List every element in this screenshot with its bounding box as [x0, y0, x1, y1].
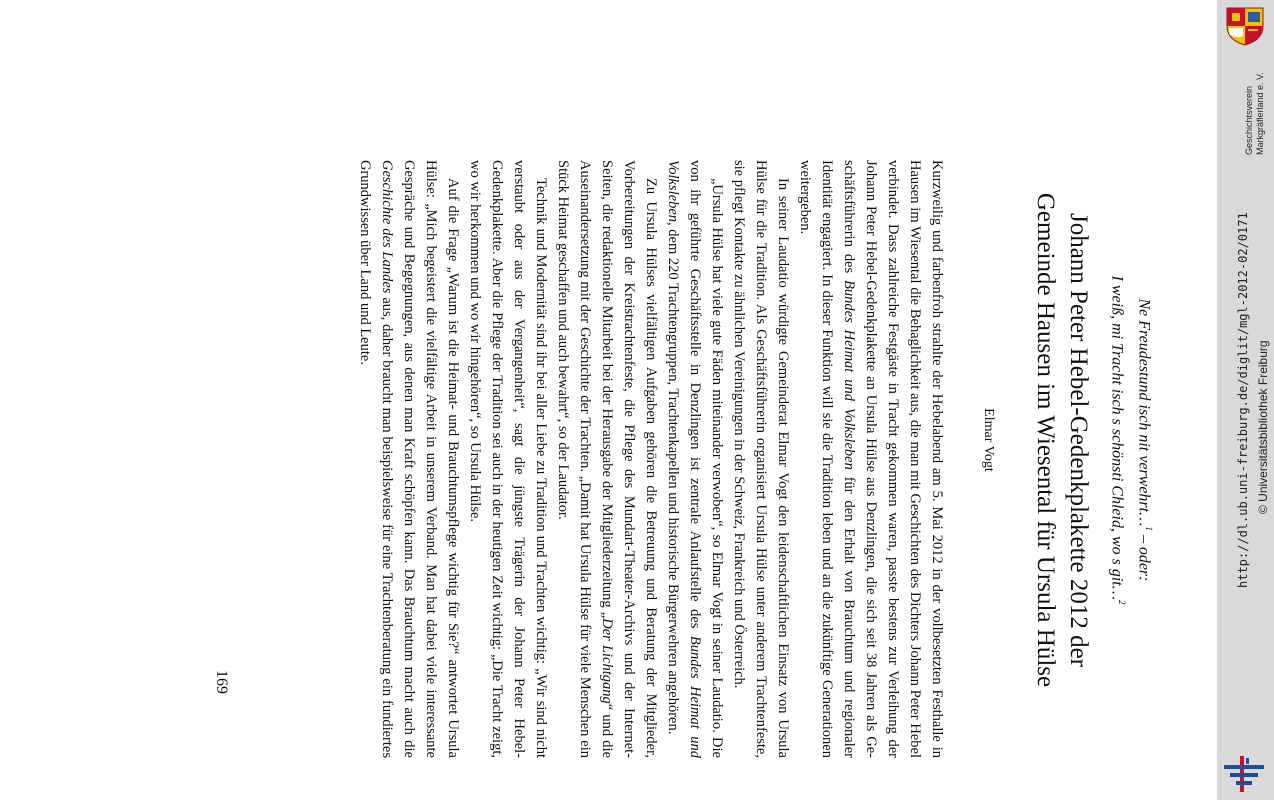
society-name: Geschichtsverein Markgräflerland e. V.	[1244, 72, 1265, 155]
footnote-ref-2: 2	[1116, 599, 1127, 605]
title-line-2: Gemeinde Hausen im Wiesental für Ursula Hülse	[1032, 192, 1059, 688]
paragraph-4: Zu Ursula Hülses vielfältigen Aufgaben gehören die Betreuung und Beratung der Mitglieder, Vorbereitungen der Kreistrachtenfeste, die Pflege des Mundart-Theater-Archivs und der Internet-Seiten, die redaktionelle Mitarbeit bei der Herausgabe der Mitgliederzeitung „Der Lichtgang“ und die Auseinandersetzung mit der Geschichte der Trachten. „Damit hat Ursula Hülse für viele Menschen ein Stück Heimat geschaffen und auch bewahrt“, so der Laudator.	[555, 160, 659, 758]
paragraph-2: In seiner Laudatio würdigte Gemeinderat Elmar Vogt den leidenschaftlichen Einsatz von Ursula Hülse für die Tradition. Als Geschäftsführerin organisiert Ursula Hülse unter anderem Trachtenfeste, sie pflegt Kontakte zu ähnlichen Vereinigungen in der Schweiz, Frankreich und Österreich.	[731, 160, 791, 758]
article-title	[1029, 80, 1095, 800]
author-name: Elmar Vogt	[981, 408, 996, 472]
university-library-logo-icon	[1224, 756, 1264, 792]
paragraph-5: Technik und Modernität sind ihr bei aller Liebe zu Tradition und Trachten wichtig: „Wir sind nicht verstaubt oder aus der Vergangenheit“, sagt die jüngste Trägerin der Johann Peter Hebel-Gedenkplakette. Aber die Pflege der Tradition sei auch in der heutigen Zeit wichtig: „Die Tracht zeigt, wo wir herkommen und wo wir hingehören“, so Ursula Hülse.	[467, 160, 549, 758]
copyright-notice: © Universitätsbibliothek Freiburg	[1256, 340, 1270, 514]
footnote-ref-1: 1	[1144, 526, 1154, 531]
motto-line-2: I weiß, mi Tracht isch s schönsti Chleid, wo s git…$^2$	[1108, 275, 1127, 605]
motto-line-1: Ne Freudestund isch nit verwehrt…$^1$ – oder:	[1135, 298, 1154, 582]
permalink-url[interactable]: http://dl.ub.uni-freiburg.de/diglit/mgl-2012-02/0171	[1236, 212, 1250, 588]
page-number: 169	[213, 670, 230, 694]
document-page	[160, 80, 1200, 800]
paragraph-1: Kurzweilig und farbenfroh strahlte der Hebelabend am 5. Mai 2012 in der vollbesetzten Festhalle in Hausen im Wiesental die Behaglichkeit aus, die man mit Geschichten des Dichters Johann Peter Hebel verbindet. Dass zahlreiche Festgäste in Tracht gekommen waren, passte bestens zur Verleihung der Johann Peter Hebel-Gedenkplakette an Ursula Hülse aus Denzlingen, die sich seit 38 Jahren als Geschäftsführerin des Bundes Heimat und Volksleben für den Erhalt von Brauchtum und regionaler Identität engagiert. In dieser Funktion will sie die Tradition leben und an die zukünftige Generationen weitergeben.	[797, 160, 945, 758]
motto	[1105, 80, 1160, 800]
paragraph-3: „Ursula Hülse hat viele gute Fäden miteinander verwoben“, so Elmar Vogt in seiner Laudatio. Die von ihr geführte Geschäftsstelle in Denzlingen ist zentrale Anlaufstelle des Bundes Heimat und Volksleben, dem 220 Trachtengruppen, Trachtenkapellen und historische Bürgerwehren angehören.	[665, 160, 725, 759]
article-body	[354, 160, 948, 758]
paragraph-6: Auf die Frage „Warum ist die Heimat- und Brauchtumspflege wichtig für Sie?“ antwortet Ursula Hülse: „Mich begeistert die vielfältige Arbeit in unserem Verband. Man hat dabei viele interessante Gespräche und Begegnungen, aus denen man Kraft schöpfen kann. Das Brauchtum macht auch die Geschichte des Landes aus, daher braucht man beispielsweise für eine Trachtenberatung ein fundiertes Grundwissen über Land und Leute.	[357, 160, 461, 758]
title-line-1: Johann Peter Hebel-Gedenkplakette 2012 der	[1065, 212, 1092, 667]
